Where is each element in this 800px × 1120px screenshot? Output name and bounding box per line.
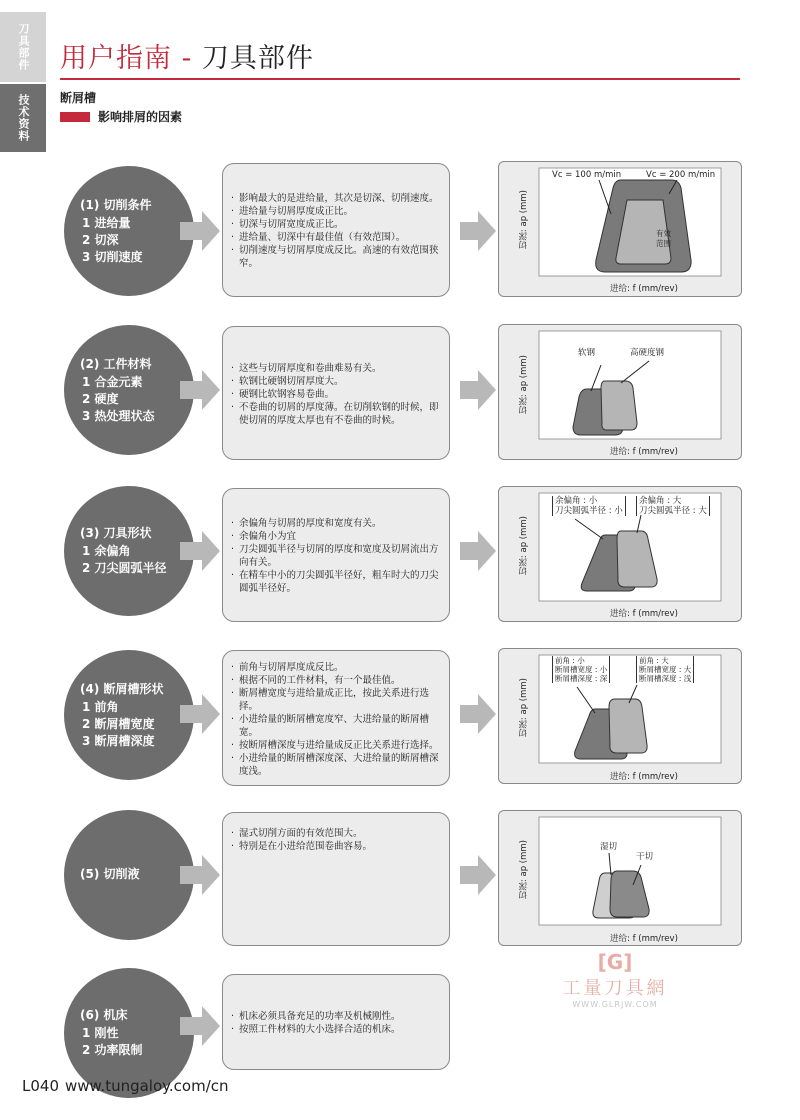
diagram-label: 湿切 [600,842,618,852]
diagram-label: 前角 : 大 [639,656,669,665]
arrow-right-icon [180,209,220,253]
arrow-right-icon [460,692,496,736]
subsection-marker [60,112,90,122]
diagram-label: 断屑槽深度 : 深 [555,674,608,683]
title-divider [60,78,740,80]
arrow-right-icon [180,853,220,897]
factor-item: 2 硬度 [82,391,119,406]
diagram-y-label: 切深: ap (mm) [519,840,529,900]
factor-title: (4) 断屑槽形状 [80,681,164,696]
diagram-label: 高硬度钢 [630,348,665,358]
chip-control-diagram [498,810,742,946]
diagram-x-label: 进给: f (mm/rev) [610,284,678,294]
description-box [222,326,450,460]
arrow-right-icon [180,692,220,736]
diagram-label: 刀尖圆弧半径 : 大 [639,506,707,516]
chip-control-diagram [498,161,742,297]
description-bullet: · 根据不同的工件材料，有一个最佳值。 [231,674,441,687]
description-bullet: · 影响最大的是进给量，其次是切深、切削速度。 [231,192,441,205]
diagram-label: 余偏角 : 大 [639,496,682,506]
description-bullet: · 刀尖圆弧半径与切屑的厚度和宽度及切屑流出方向有关。 [231,543,441,569]
description-bullet: · 小进给量的断屑槽宽度窄、大进给量的断屑槽宽。 [231,713,441,739]
page-title-main: 用户指南 - [60,43,193,74]
description-bullet: · 特别是在小进给范围卷曲容易。 [231,840,441,853]
description-bullet: · 进给量、切深中有最佳值（有效范围）。 [231,231,441,244]
factor-item: 3 热处理状态 [82,408,155,423]
description-bullet: · 进给量与切屑厚度成正比。 [231,205,441,218]
subsection-title [60,108,182,125]
factor-item: 1 前角 [82,699,119,714]
factor-item: 1 进给量 [82,215,131,230]
watermark-text: 工量刀具網 [562,978,668,999]
description-bullet: · 在精车中小的刀尖圆弧半径好，粗车时大的刀尖圆弧半径好。 [231,569,441,595]
diagram-label: 断屑槽宽度 : 小 [555,665,608,674]
diagram-y-label: 切深: ap (mm) [519,190,529,250]
description-bullet: · 切削速度与切屑厚度成反比。高速的有效范围狭窄。 [231,244,441,270]
description-bullet: · 这些与切屑厚度和卷曲难易有关。 [231,362,441,375]
description-bullet: · 切深与切屑宽度成正比。 [231,218,441,231]
factor-title: (1) 切削条件 [80,197,152,212]
description-bullet: · 湿式切削方面的有效范围大。 [231,827,441,840]
factor-item: 3 切削速度 [82,249,143,264]
diagram-label-group [636,656,694,683]
side-tab-tool-parts[interactable]: 刀具部件 [0,12,46,82]
diagram-x-label: 进给: f (mm/rev) [610,609,678,619]
description-box [222,488,450,622]
factor-item: 1 余偏角 [82,544,131,558]
page-title [60,36,314,75]
diagram-label: 干切 [636,852,654,862]
diagram-label-group [636,496,710,516]
diagram-label-group [552,656,610,683]
factor-circle-chipbreaker-shape [64,650,194,780]
watermark-logo: [G] [597,950,633,974]
side-tab-technical-data[interactable]: 技术资料 [0,84,46,152]
footer [22,1077,229,1095]
diagram-label: 软钢 [578,348,596,358]
factor-item: 2 刀尖圆弧半径 [82,561,167,575]
arrow-right-icon [460,368,496,412]
diagram-label: 有效 [656,229,671,238]
description-bullet: · 按断屑槽深度与进给量成反正比关系进行选择。 [231,739,441,752]
description-bullet: · 硬钢比软钢容易卷曲。 [231,388,441,401]
diagram-label: Vc = 100 m/min [552,170,622,180]
diagram-label: 前角 : 小 [555,656,585,665]
subsection-label: 影响排屑的因素 [98,110,183,124]
diagram-y-label: 切深: ap (mm) [519,678,529,738]
factor-circle-tool-geometry [64,486,194,616]
diagram-label-group [552,496,626,516]
chip-control-diagram [498,324,742,460]
factor-title: (3) 刀具形状 [80,526,152,540]
arrow-right-icon [180,1004,220,1048]
description-box [222,650,450,786]
description-bullet: · 断屑槽宽度与进给量成正比，按此关系进行选择。 [231,687,441,713]
diagram-x-label: 进给: f (mm/rev) [610,447,678,457]
diagram-label: 余偏角 : 小 [555,496,598,506]
diagram-x-label: 进给: f (mm/rev) [610,934,678,944]
factor-title: (2) 工件材料 [80,356,152,371]
arrow-right-icon [460,853,496,897]
factor-circle-cutting-conditions [64,166,194,296]
diagram-x-label: 进给: f (mm/rev) [610,772,678,782]
factor-item: 2 断屑槽宽度 [82,716,155,731]
description-box [222,163,450,297]
description-bullet: · 按照工件材料的大小选择合适的机床。 [231,1023,441,1036]
description-box [222,812,450,946]
factor-item: 2 功率限制 [82,1043,143,1057]
factor-item: 1 刚性 [82,1026,119,1040]
diagram-y-label: 切深: ap (mm) [519,516,529,576]
page-number: L040 [22,1077,59,1095]
description-bullet: · 机床必须具备充足的功率及机械刚性。 [231,1010,441,1023]
arrow-right-icon [460,529,496,573]
arrow-right-icon [180,529,220,573]
description-box [222,974,450,1070]
arrow-right-icon [460,209,496,253]
factor-item: 3 断屑槽深度 [82,733,155,748]
diagram-label: 断屑槽深度 : 浅 [639,674,692,683]
footer-url[interactable]: www.tungaloy.com/cn [65,1077,229,1095]
factor-item: 1 合金元素 [82,374,143,389]
factor-title: (5) 切削液 [80,867,140,881]
section-title: 断屑槽 [60,91,97,105]
chip-control-diagram [498,648,742,784]
watermark-url: WWW.GLRJW.COM [572,1000,658,1009]
watermark [540,950,690,1009]
factor-title: (6) 机床 [80,1008,128,1022]
factor-item: 2 切深 [82,232,119,247]
diagram-label: 范围 [656,239,671,248]
diagram-label: 刀尖圆弧半径 : 小 [555,506,623,516]
description-bullet: · 不卷曲的切屑的厚度薄。在切削软钢的时候，即使切屑的厚度太厚也有不卷曲的时候。 [231,401,441,427]
diagram-label: 断屑槽宽度 : 大 [639,665,692,674]
description-bullet: · 前角与切屑厚度成反比。 [231,661,441,674]
arrow-right-icon [180,368,220,412]
diagram-label: Vc = 200 m/min [646,170,716,180]
factor-circle-work-material [64,325,194,455]
description-bullet: · 小进给量的断屑槽深度深、大进给量的断屑槽深度浅。 [231,752,441,778]
description-bullet: · 余偏角小为宜 [231,530,441,543]
diagram-y-label: 切深: ap (mm) [519,355,529,415]
page-title-sub: 刀具部件 [192,43,314,74]
description-bullet: · 余偏角与切屑的厚度和宽度有关。 [231,517,441,530]
description-bullet: · 软钢比硬钢切屑厚度大。 [231,375,441,388]
factor-circle-coolant [64,810,194,940]
